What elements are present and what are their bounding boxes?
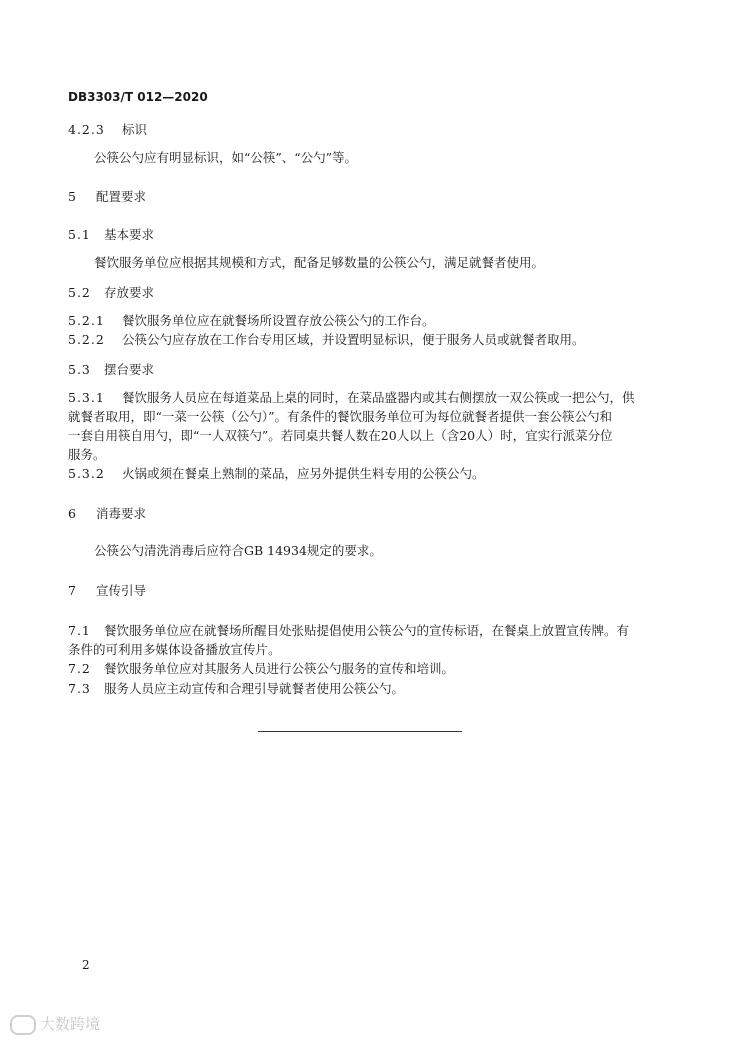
clause-title: 基本要求 (104, 227, 155, 242)
section-title: 宣传引导 (96, 583, 147, 598)
clause-5-3-1-line4: 服务。 (68, 447, 106, 462)
clause-5-3-1-line1 (68, 390, 635, 406)
clause-5-3-heading (68, 362, 154, 378)
clause-number: 5.2.1 (68, 313, 105, 328)
clause-text: 公筷公勺应存放在工作台专用区域，并设置明显标识，便于服务人员或就餐者取用。 (122, 332, 585, 347)
clause-number: 5.3.1 (68, 390, 105, 405)
clause-text: 服务人员应主动宣传和合理引导就餐者使用公筷公勺。 (104, 681, 405, 696)
clause-title: 标识 (122, 122, 148, 137)
page-number: 2 (82, 958, 90, 972)
section-number: 5 (68, 189, 77, 204)
clause-text: 餐饮服务人员应在每道菜品上桌的同时，在菜品盛器内或其右侧摆放一双公筷或一把公勺，供 (122, 390, 635, 405)
clause-5-2-2 (68, 332, 585, 348)
section-title: 配置要求 (96, 189, 147, 204)
clause-7-3 (68, 681, 404, 697)
section-number: 6 (68, 506, 77, 521)
section-number: 7 (68, 583, 77, 598)
section-6-heading (68, 506, 146, 522)
watermark-text: 大数跨境 (40, 1015, 101, 1033)
clause-5-1-heading (68, 227, 154, 243)
watermark (10, 1013, 100, 1035)
clause-text: 餐饮服务单位应在就餐场所醒目处张贴提倡使用公筷公勺的宣传标语，在餐桌上放置宣传牌。有 (104, 623, 630, 638)
clause-number: 5.3.2 (68, 466, 105, 481)
clause-5-3-1-line3: 一套自用筷自用勺，即“一人双筷勺”。若同桌共餐人数在20人以上（含20人）时，宜实行派菜分位 (68, 428, 613, 443)
clause-number: 4.2.3 (68, 122, 105, 137)
clause-title: 存放要求 (104, 285, 155, 300)
watermark-logo-icon (10, 1015, 36, 1035)
clause-number: 7.3 (68, 681, 91, 696)
clause-5-2-heading (68, 285, 154, 301)
clause-7-2 (68, 661, 454, 677)
clause-number: 7.2 (68, 661, 91, 676)
clause-5-2-1 (68, 313, 435, 329)
clause-number: 5.3 (68, 362, 91, 377)
clause-number: 5.2 (68, 285, 91, 300)
end-rule (258, 731, 462, 732)
clause-text: 火锅或须在餐桌上熟制的菜品，应另外提供生料专用的公筷公勺。 (122, 466, 485, 481)
clause-7-1-line2: 条件的可利用多媒体设备播放宣传片。 (68, 642, 281, 657)
document-code: DB3303/T 012—2020 (68, 90, 208, 104)
clause-text: 餐饮服务单位应对其服务人员进行公筷公勺服务的宣传和培训。 (104, 661, 455, 676)
clause-number: 5.2.2 (68, 332, 105, 347)
clause-number: 7.1 (68, 623, 91, 638)
clause-7-1-line1 (68, 623, 629, 639)
clause-text: 餐饮服务单位应在就餐场所设置存放公筷公勺的工作台。 (122, 313, 435, 328)
clause-4-2-3-heading (68, 122, 147, 138)
paragraph: 公筷公勺应有明显标识，如“公筷”、“公勺”等。 (94, 150, 358, 165)
paragraph: 公筷公勺清洗消毒后应符合GB 14934规定的要求。 (94, 543, 382, 558)
section-5-heading (68, 189, 146, 205)
section-title: 消毒要求 (96, 506, 147, 521)
clause-5-3-1-line2: 就餐者取用，即“一菜一公筷（公勺）”。有条件的餐饮服务单位可为每位就餐者提供一套公筷公勺和 (68, 409, 613, 424)
clause-number: 5.1 (68, 227, 91, 242)
clause-title: 摆台要求 (104, 362, 155, 377)
paragraph: 餐饮服务单位应根据其规模和方式，配备足够数量的公筷公勺，满足就餐者使用。 (94, 255, 545, 270)
clause-5-3-2 (68, 466, 485, 482)
section-7-heading (68, 583, 146, 599)
